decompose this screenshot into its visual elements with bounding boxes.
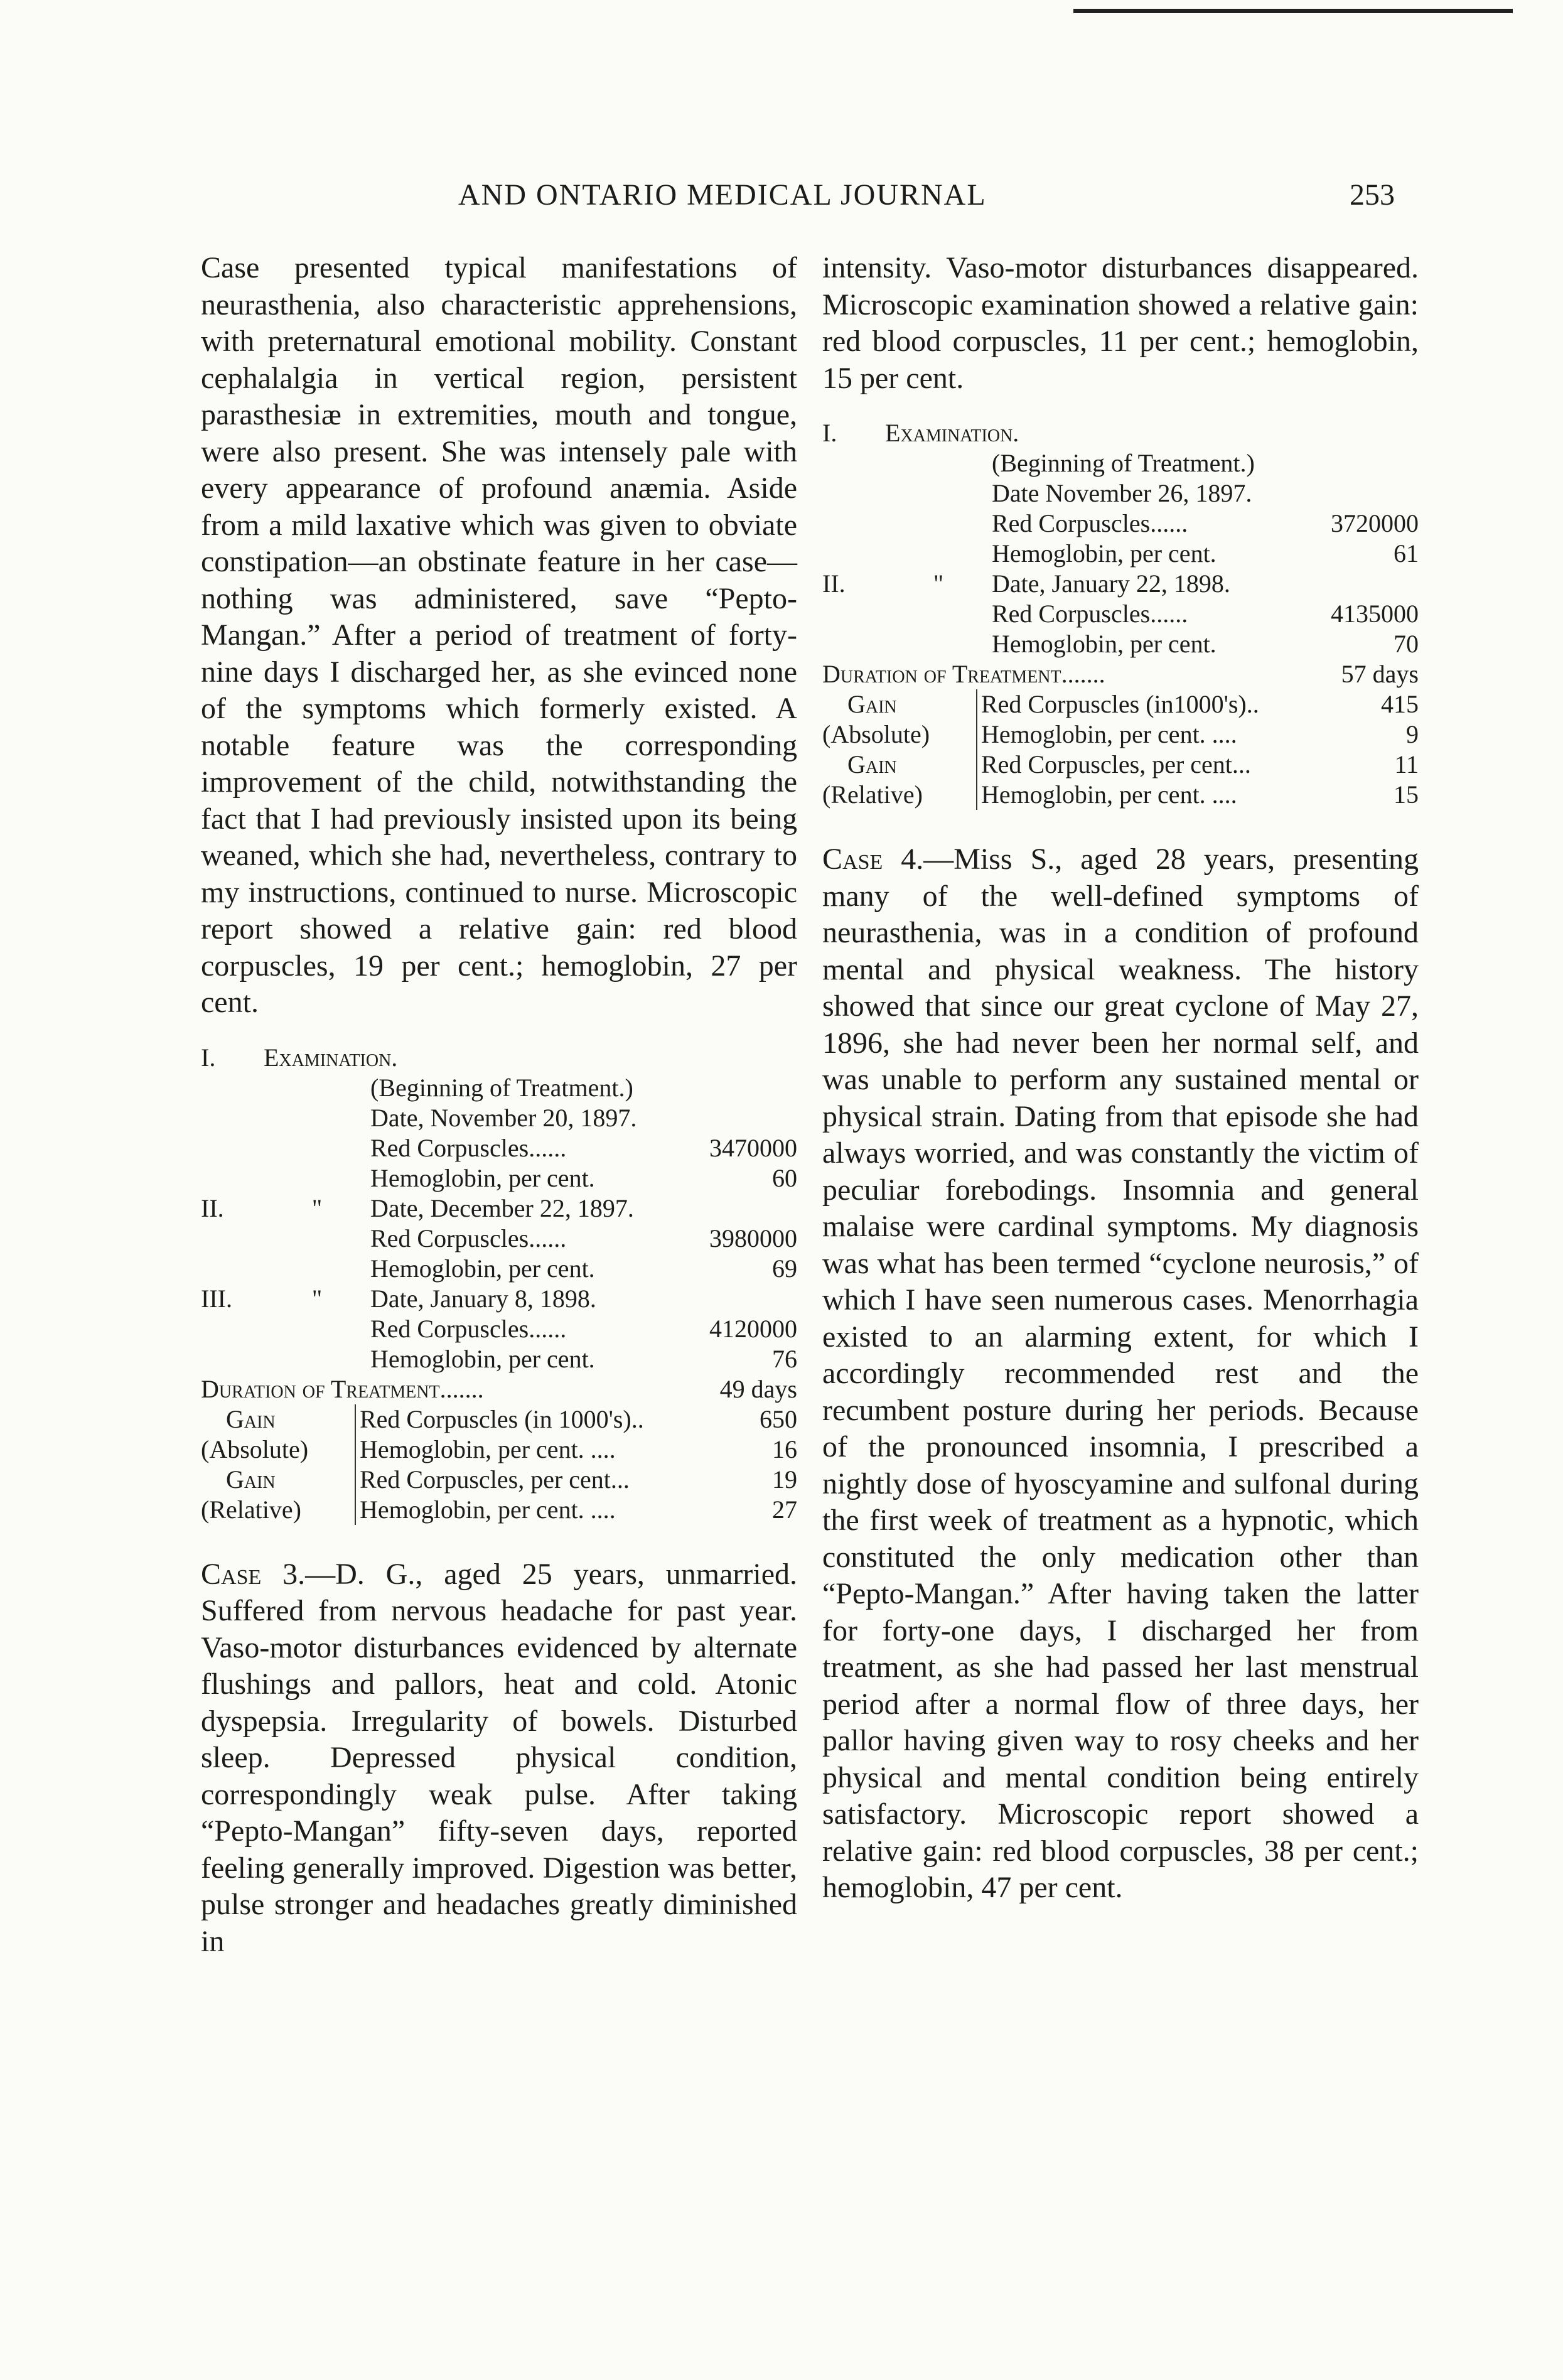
- absolute-gain-label: [201, 1404, 355, 1465]
- abs-hgb-label: Hemoglobin, per cent. ....: [981, 720, 1237, 748]
- case-4-text: —Miss S., aged 28 years, presenting many of the well-defined symptoms of neurasthenia, was in a condition of profound mental and physical weakness. The history showed that since our great cyclone of May 27, 1896, she had never been her normal self, and was unable to perform any sustained mental or physical strain. Dating from that episode she had always worried, and was constantly the victim of peculiar forebodings. Insomnia and general malaise were cardinal symptoms. My diagnosis was what has been termed “cyclone neurosis,” of which I have seen numerous cases. Menorrhagia existed to an alarming extent, for which I accordingly recommended rest and the recumbent posture during her periods. Because of the pronounced insomnia, I prescribed a nightly dose of hyoscyamine and sulfonal during the first week of treatment as a hypnotic, which constituted the only medication other than “Pepto-Mangan.” After having taken the latter for forty-one days, I discharged her from treatment, as she had passed her last menstrual period after a normal flow of three days, her pallor having given way to rosy cheeks and her physical and mental condition being entirely satisfactory. Microscopic report showed a relative gain: red blood corpuscles, 38 per cent.; hemoglobin, 47 per cent.: [822, 843, 1419, 1904]
- rbc-value: 4120000: [709, 1314, 797, 1343]
- hgb-value: 70: [1394, 630, 1419, 658]
- hgb-row-3: [201, 1344, 797, 1374]
- exam-label: I.: [201, 1043, 216, 1072]
- duration-row: [822, 659, 1419, 689]
- hgb-value: 61: [1394, 539, 1419, 568]
- case-2-text: Case presented typical manifestations of neurasthenia, also characteristic apprehensions, with preternatural emotional mobility. Constant cephalalgia in vertical region, persistent parasthesiæ in extremities, mouth and tongue, were also present. She was intensely pale with every appearance of profound anæmia. Aside from a mild laxative which was given to obviate constipation—an obstinate feature in her case—nothing was administered, save “Pepto-Mangan.” After a period of treatment of forty-nine days I discharged her, as she evinced none of the symptoms which formerly existed. A notable feature was the corresponding improvement of the child, notwithstanding the fact that I had previously insisted upon its being weaned, which she had, nevertheless, contrary to my instructions, continued to nurse. Microscopic report showed a relative gain: red blood corpuscles, 19 per cent.; hemoglobin, 27 per cent.: [201, 251, 797, 1019]
- rel-hgb-label: Hemoglobin, per cent. ....: [981, 780, 1237, 809]
- ditto-mark: ": [933, 569, 944, 598]
- ditto-mark: ": [311, 1284, 323, 1313]
- left-column: [201, 250, 797, 1960]
- ditto-mark: ": [311, 1193, 323, 1222]
- exam-heading: [822, 418, 1419, 448]
- case-3-paragraph: [201, 1556, 797, 1961]
- rbc-label: Red Corpuscles......: [992, 600, 1188, 628]
- gain-label: Gain: [847, 750, 897, 778]
- duration-value: 57 days: [1341, 660, 1419, 688]
- rel-rbc-label: Red Corpuscles, per cent...: [981, 750, 1251, 778]
- date-row-2: [822, 569, 1419, 599]
- exam-label: I.: [822, 419, 837, 447]
- beginning-row: [822, 448, 1419, 478]
- date-row-2: [201, 1193, 797, 1224]
- absolute-gain-values: [355, 1404, 797, 1465]
- case-2-table: [201, 1043, 797, 1525]
- absolute-gain-label: [822, 689, 976, 750]
- exam-3-label: III.: [201, 1284, 232, 1313]
- abs-hgb-label: Hemoglobin, per cent. ....: [360, 1435, 616, 1463]
- case-4-paragraph: [822, 841, 1419, 1907]
- rbc-row-2: [201, 1224, 797, 1254]
- duration-value: 49 days: [719, 1374, 797, 1403]
- page-header: [0, 178, 1563, 215]
- absolute-label: (Absolute): [822, 720, 930, 748]
- date-row-1: [201, 1103, 797, 1133]
- date-2: Date, December 22, 1897.: [370, 1193, 634, 1222]
- absolute-gain-block: [822, 689, 1419, 750]
- hgb-row-1: [822, 539, 1419, 569]
- beginning-label: (Beginning of Treatment.): [992, 449, 1255, 477]
- relative-label: (Relative): [201, 1495, 301, 1524]
- rel-hgb-value: 27: [772, 1495, 797, 1524]
- hgb-value: 60: [772, 1163, 797, 1192]
- case-4-heading: Case 4.: [822, 843, 924, 876]
- top-rule: [1073, 9, 1513, 13]
- exam-2-label: II.: [201, 1193, 224, 1222]
- rbc-value: 3720000: [1331, 509, 1419, 537]
- date-row-1: [822, 478, 1419, 509]
- rbc-label: Red Corpuscles......: [370, 1314, 567, 1343]
- abs-hgb-value: 16: [772, 1435, 797, 1463]
- exam-title: Examination.: [264, 1043, 398, 1072]
- duration-row: [201, 1374, 797, 1404]
- absolute-label: (Absolute): [201, 1435, 309, 1463]
- relative-gain-values: [355, 1465, 797, 1525]
- relative-gain-label: [201, 1465, 355, 1525]
- beginning-label: (Beginning of Treatment.): [370, 1073, 633, 1102]
- rbc-row-1: [201, 1133, 797, 1163]
- duration-label: Duration of Treatment.......: [822, 660, 1105, 688]
- rel-rbc-value: 19: [772, 1465, 797, 1494]
- relative-gain-values: [976, 750, 1419, 810]
- rel-hgb-label: Hemoglobin, per cent. ....: [360, 1495, 616, 1524]
- rbc-row-3: [201, 1314, 797, 1344]
- absolute-gain-block: [201, 1404, 797, 1465]
- abs-rbc-label: Red Corpuscles (in 1000's)..: [360, 1404, 644, 1433]
- rel-rbc-label: Red Corpuscles, per cent...: [360, 1465, 630, 1494]
- absolute-gain-values: [976, 689, 1419, 750]
- rel-hgb-value: 15: [1394, 780, 1419, 809]
- abs-hgb-value: 9: [1406, 720, 1419, 748]
- date-2: Date, January 22, 1898.: [992, 569, 1230, 598]
- duration-label: Duration of Treatment.......: [201, 1374, 484, 1403]
- rbc-label: Red Corpuscles......: [992, 509, 1188, 537]
- rbc-label: Red Corpuscles......: [370, 1133, 567, 1162]
- date-1: Date, November 20, 1897.: [370, 1103, 637, 1132]
- abs-rbc-label: Red Corpuscles (in1000's)..: [981, 690, 1259, 718]
- abs-rbc-value: 650: [760, 1404, 797, 1433]
- case-3-heading: Case 3.: [201, 1557, 306, 1591]
- case-3-table: [822, 418, 1419, 810]
- abs-rbc-value: 415: [1381, 690, 1419, 718]
- rbc-value: 3980000: [709, 1224, 797, 1252]
- hgb-row-2: [822, 629, 1419, 659]
- running-head: AND ONTARIO MEDICAL JOURNAL: [458, 178, 987, 212]
- hgb-label: Hemoglobin, per cent.: [992, 630, 1217, 658]
- relative-label: (Relative): [822, 780, 923, 809]
- exam-heading: [201, 1043, 797, 1073]
- gain-label: Gain: [226, 1404, 276, 1433]
- gain-label: Gain: [226, 1465, 276, 1494]
- relative-gain-block: [822, 750, 1419, 810]
- case-3-text: —D. G., aged 25 years, unmarried. Suffered from nervous headache for past year. Vaso-motor disturbances evidenced by alternate flushings and pallors, heat and cold. Atonic dyspepsia. Irregularity of bowels. Disturbed sleep. Depressed physical condition, correspondingly weak pulse. After taking “Pepto-Mangan” fifty-seven days, reported feeling generally improved. Digestion was better, pulse stronger and headaches greatly diminished in: [201, 1557, 798, 1958]
- date-1: Date November 26, 1897.: [992, 479, 1252, 507]
- rel-rbc-value: 11: [1394, 750, 1419, 778]
- date-3: Date, January 8, 1898.: [370, 1284, 596, 1313]
- case-3-continuation: intensity. Vaso-motor disturbances disappeared. Microscopic examination showed a relative gain: red blood corpuscles, 11 per cent.; hemoglobin, 15 per cent.: [822, 251, 1419, 395]
- beginning-row: [201, 1073, 797, 1103]
- exam-2-label: II.: [822, 569, 846, 598]
- page-number: 253: [1350, 178, 1395, 212]
- rbc-row-1: [822, 509, 1419, 539]
- relative-gain-block: [201, 1465, 797, 1525]
- hgb-label: Hemoglobin, per cent.: [370, 1254, 595, 1283]
- date-row-3: [201, 1284, 797, 1314]
- relative-gain-label: [822, 750, 976, 810]
- hgb-label: Hemoglobin, per cent.: [992, 539, 1217, 568]
- rbc-row-2: [822, 599, 1419, 629]
- hgb-value: 76: [772, 1344, 797, 1373]
- rbc-value: 4135000: [1331, 600, 1419, 628]
- right-column: [822, 250, 1419, 1907]
- gain-label: Gain: [847, 690, 897, 718]
- exam-title: Examination.: [885, 419, 1019, 447]
- hgb-row-1: [201, 1163, 797, 1193]
- hgb-value: 69: [772, 1254, 797, 1283]
- hgb-label: Hemoglobin, per cent.: [370, 1344, 595, 1373]
- rbc-label: Red Corpuscles......: [370, 1224, 567, 1252]
- hgb-row-2: [201, 1254, 797, 1284]
- rbc-value: 3470000: [709, 1133, 797, 1162]
- hgb-label: Hemoglobin, per cent.: [370, 1163, 595, 1192]
